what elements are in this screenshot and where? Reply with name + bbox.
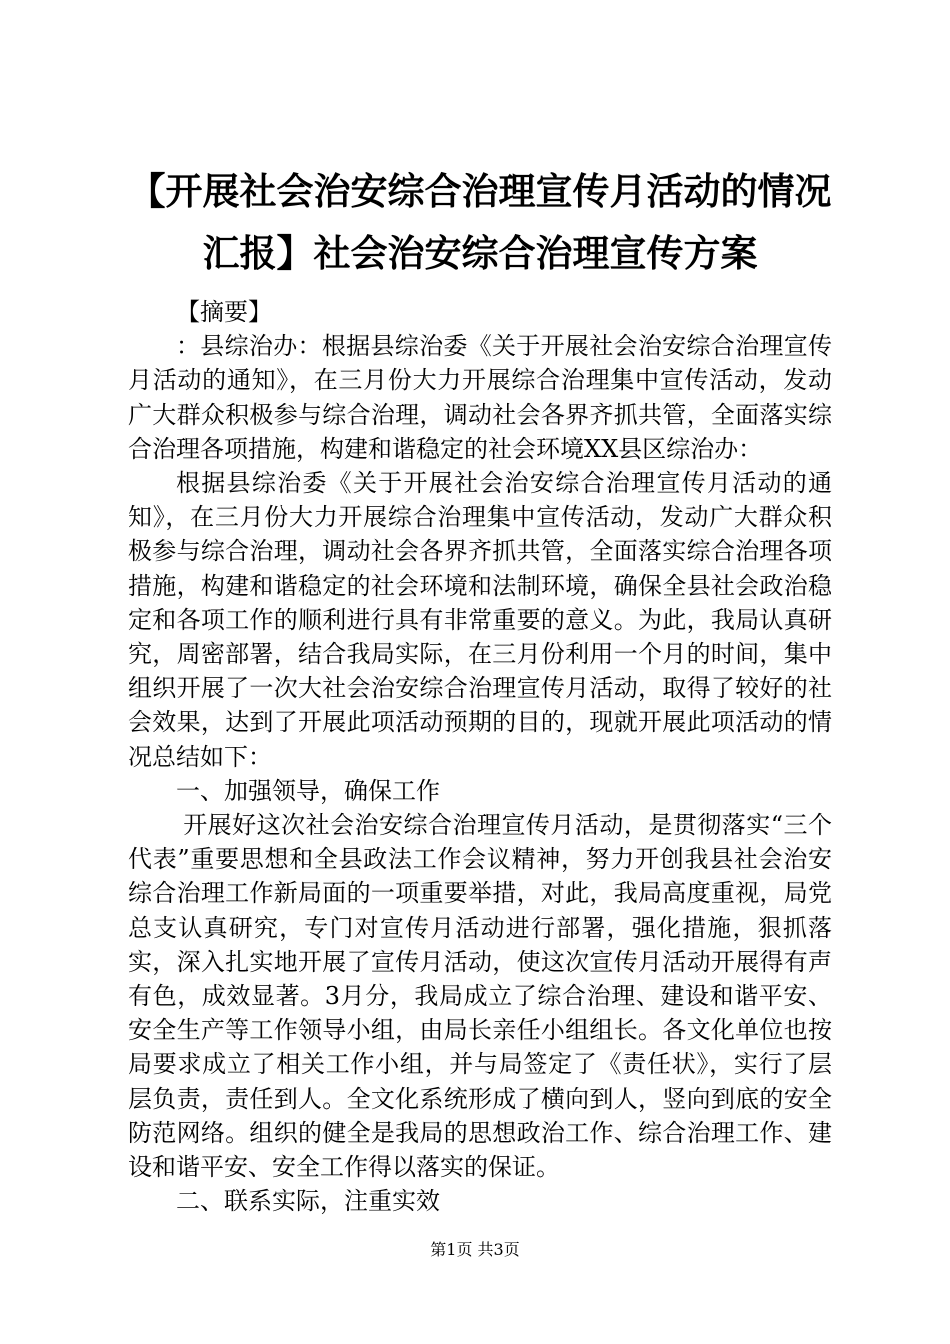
document-body: [128, 295, 832, 1218]
document-title: 【开展社会治安综合治理宣传月活动的情况汇报】社会治安综合治理宣传方案: [128, 169, 832, 275]
page-footer: 第1页 共3页: [430, 1240, 520, 1259]
abstract-paragraph: ：县综治办：根据县综治委《关于开展社会治安综合治理宣传月活动的通知》，在三月份大力开展综合治理集中宣传活动，发动广大群众积极参与综合治理，调动社会各界齐抓共管，全面落实综合治理各项措施，构建和谐稳定的社会环境XX县区综治办：: [128, 332, 832, 463]
abstract-label: 【摘要】: [176, 298, 272, 326]
section-heading-1: 一、加强领导，确保工作: [176, 776, 440, 805]
intro-paragraph: 根据县综治委《关于开展社会治安综合治理宣传月活动的通知》，在三月份大力开展综合治理集中宣传活动，发动广大群众积极参与综合治理，调动社会各界齐抓共管，全面落实综合治理各项措施，构建和谐稳定的社会环境和法制环境，确保全县社会政治稳定和各项工作的顺利进行具有非常重要的意义。为此，我局认真研究，周密部署，结合我局实际，在三月份利用一个月的时间，集中组织开展了一次大社会治安综合治理宣传月活动，取得了较好的社会效果，达到了开展此项活动预期的目的，现就开展此项活动的情况总结如下：: [128, 469, 832, 771]
section-1-paragraph: 开展好这次社会治安综合治理宣传月活动，是贯彻落实“三个代表”重要思想和全县政法工作会议精神，努力开创我县社会治安综合治理工作新局面的一项重要举措，对此，我局高度重视，局党总支认真研究，专门对宣传月活动进行部署，强化措施，狠抓落实，深入扎实地开展了宣传月活动，使这次宣传月活动开展得有声有色，成效显著。3月分，我局成立了综合治理、建设和谐平安、安全生产等工作领导小组，由局长亲任小组组长。各文化单位也按局要求成立了相关工作小组，并与局签定了《责任状》，实行了层层负责，责任到人。全文化系统形成了横向到人，竖向到底的安全防范网络。组织的健全是我局的思想政治工作、综合治理工作、建设和谐平安、安全工作得以落实的保证。: [128, 811, 832, 1182]
section-heading-2: 二、联系实际，注重实效: [176, 1187, 440, 1216]
